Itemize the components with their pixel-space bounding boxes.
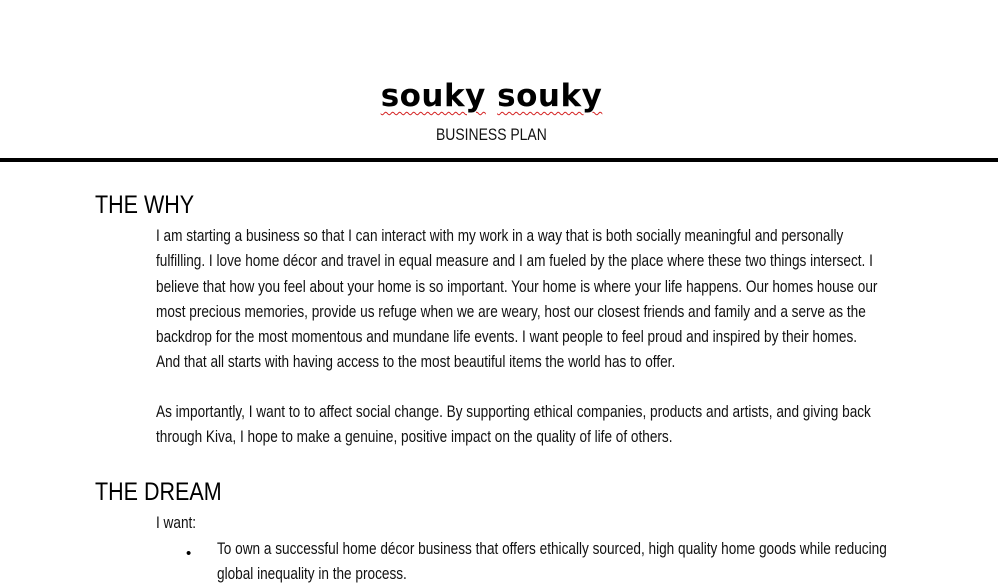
why-p1-line: most precious memories, provide us refuge when we are weary, host our closest friends and family and a serve as the xyxy=(156,302,866,321)
why-p1-line: fulfilling. I love home décor and travel in equal measure and I am fueled by the place where these two things intersect. I xyxy=(156,252,873,271)
section-heading-dream: THE DREAM xyxy=(95,478,222,506)
why-paragraph-2 xyxy=(156,400,886,451)
brand-word-2: souky xyxy=(497,78,603,114)
brand-title xyxy=(0,76,983,116)
section-heading-why: THE WHY xyxy=(95,191,195,219)
why-p2-line: through Kiva, I hope to make a genuine, positive impact on the quality of life of others. xyxy=(156,428,673,447)
why-paragraph-1 xyxy=(156,224,886,376)
document-header xyxy=(0,0,998,158)
dream-intro-text: I want: xyxy=(156,514,197,532)
why-p1-line: I am starting a business so that I can interact with my work in a way that is both socially meaningful and personally xyxy=(156,227,844,245)
why-p1-line: And that all starts with having access to the most beautiful items the world has to offer. xyxy=(156,353,676,372)
dream-bullet-1-line: To own a successful home décor business that offers ethically sourced, high quality home goods while reducing xyxy=(217,540,887,558)
brand-word-1: souky xyxy=(380,78,486,114)
dream-bullet-1 xyxy=(217,537,906,588)
bullet-dot: • xyxy=(186,545,192,562)
document-subtitle: BUSINESS PLAN xyxy=(436,125,547,144)
why-p1-line: believe that how you feel about your home is so important. Your home is where your life happens. Our homes house our xyxy=(156,277,878,296)
why-p1-line: backdrop for the most momentous and mundane life events. I want people to feel proud and inspired by their homes. xyxy=(156,328,858,347)
dream-bullet-1-line: global inequality in the process. xyxy=(217,565,407,584)
dream-intro xyxy=(156,511,886,536)
why-p2-line: As importantly, I want to to affect social change. By supporting ethical companies, products and artists, and giving back xyxy=(156,403,871,421)
header-divider xyxy=(0,158,998,162)
